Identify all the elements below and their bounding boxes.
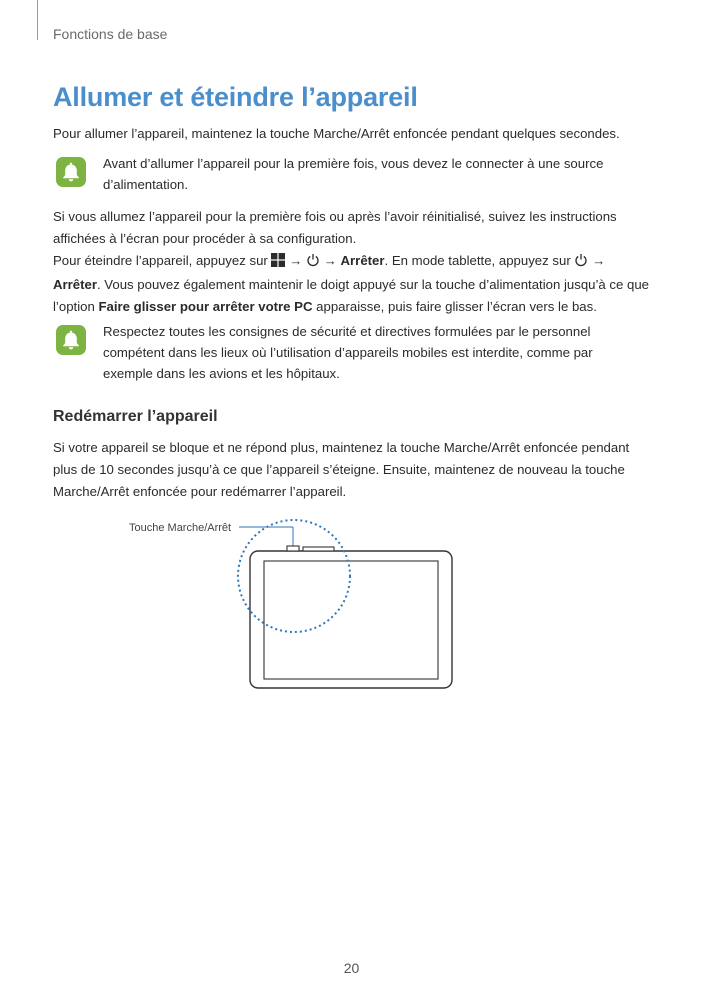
restart-heading: Redémarrer l’appareil — [53, 408, 218, 425]
shutdown-paragraph — [53, 250, 653, 318]
arreter-label-2: Arrêter — [53, 277, 97, 292]
intro-paragraph: Pour allumer l’appareil, maintenez la touche Marche/Arrêt enfoncée pendant quelques secondes. — [53, 126, 620, 141]
windows-icon — [271, 252, 285, 274]
power-icon — [574, 252, 588, 274]
restart-paragraph: Si votre appareil se bloque et ne répond plus, maintenez la touche Marche/Arrêt enfoncée pendant plus de 10 secondes jusqu’à ce que l’appareil s’éteigne. Ensuite, maintenez de nouveau la touche Marche/Arrêt enfoncée pour redémarrer l’appareil. — [53, 440, 630, 499]
page-number: 20 — [343, 960, 360, 976]
arrow-1: → — [289, 253, 303, 268]
arreter-label-1: Arrêter — [340, 253, 385, 268]
note-charging-text: Avant d’allumer l’appareil pour la première fois, vous devez le connecter à une source d’alimentation. — [103, 156, 604, 192]
section-header: Fonctions de base — [53, 26, 168, 42]
shutdown-text-3: . Vous pouvez également maintenir le doigt appuyé sur la touche d’alimentation jusqu’à ce que l’option — [53, 277, 650, 314]
arrow-3: → — [592, 253, 606, 268]
tablet-diagram — [120, 510, 465, 695]
bell-icon — [56, 157, 86, 187]
device-illustration — [120, 510, 465, 695]
arrow-2: → — [323, 253, 337, 268]
slide-option-label: Faire glisser pour arrêter votre PC — [98, 299, 313, 314]
note-safety-text: Respectez toutes les consignes de sécurité et directives formulées par le personnel compétent dans les lieux où l’utilisation d’appareils mobiles est interdite, comme par exemple dans les avions et les hôpitaux. — [103, 324, 593, 381]
header-rule — [37, 0, 38, 40]
shutdown-text-2: . En mode tablette, appuyez sur — [384, 253, 571, 268]
page-title: Allumer et éteindre l’appareil — [53, 82, 418, 112]
power-icon — [306, 252, 320, 274]
shutdown-text-4: apparaisse, puis faire glisser l’écran vers le bas. — [316, 299, 597, 314]
first-use-paragraph: Si vous allumez l’appareil pour la première fois ou après l’avoir réinitialisé, suivez les instructions affichées à l’écran pour procéder à sa configuration. — [53, 209, 617, 246]
bell-icon — [56, 325, 86, 355]
power-key-label: Touche Marche/Arrêt — [129, 522, 232, 534]
shutdown-text-1: Pour éteindre l’appareil, appuyez sur — [53, 253, 268, 268]
